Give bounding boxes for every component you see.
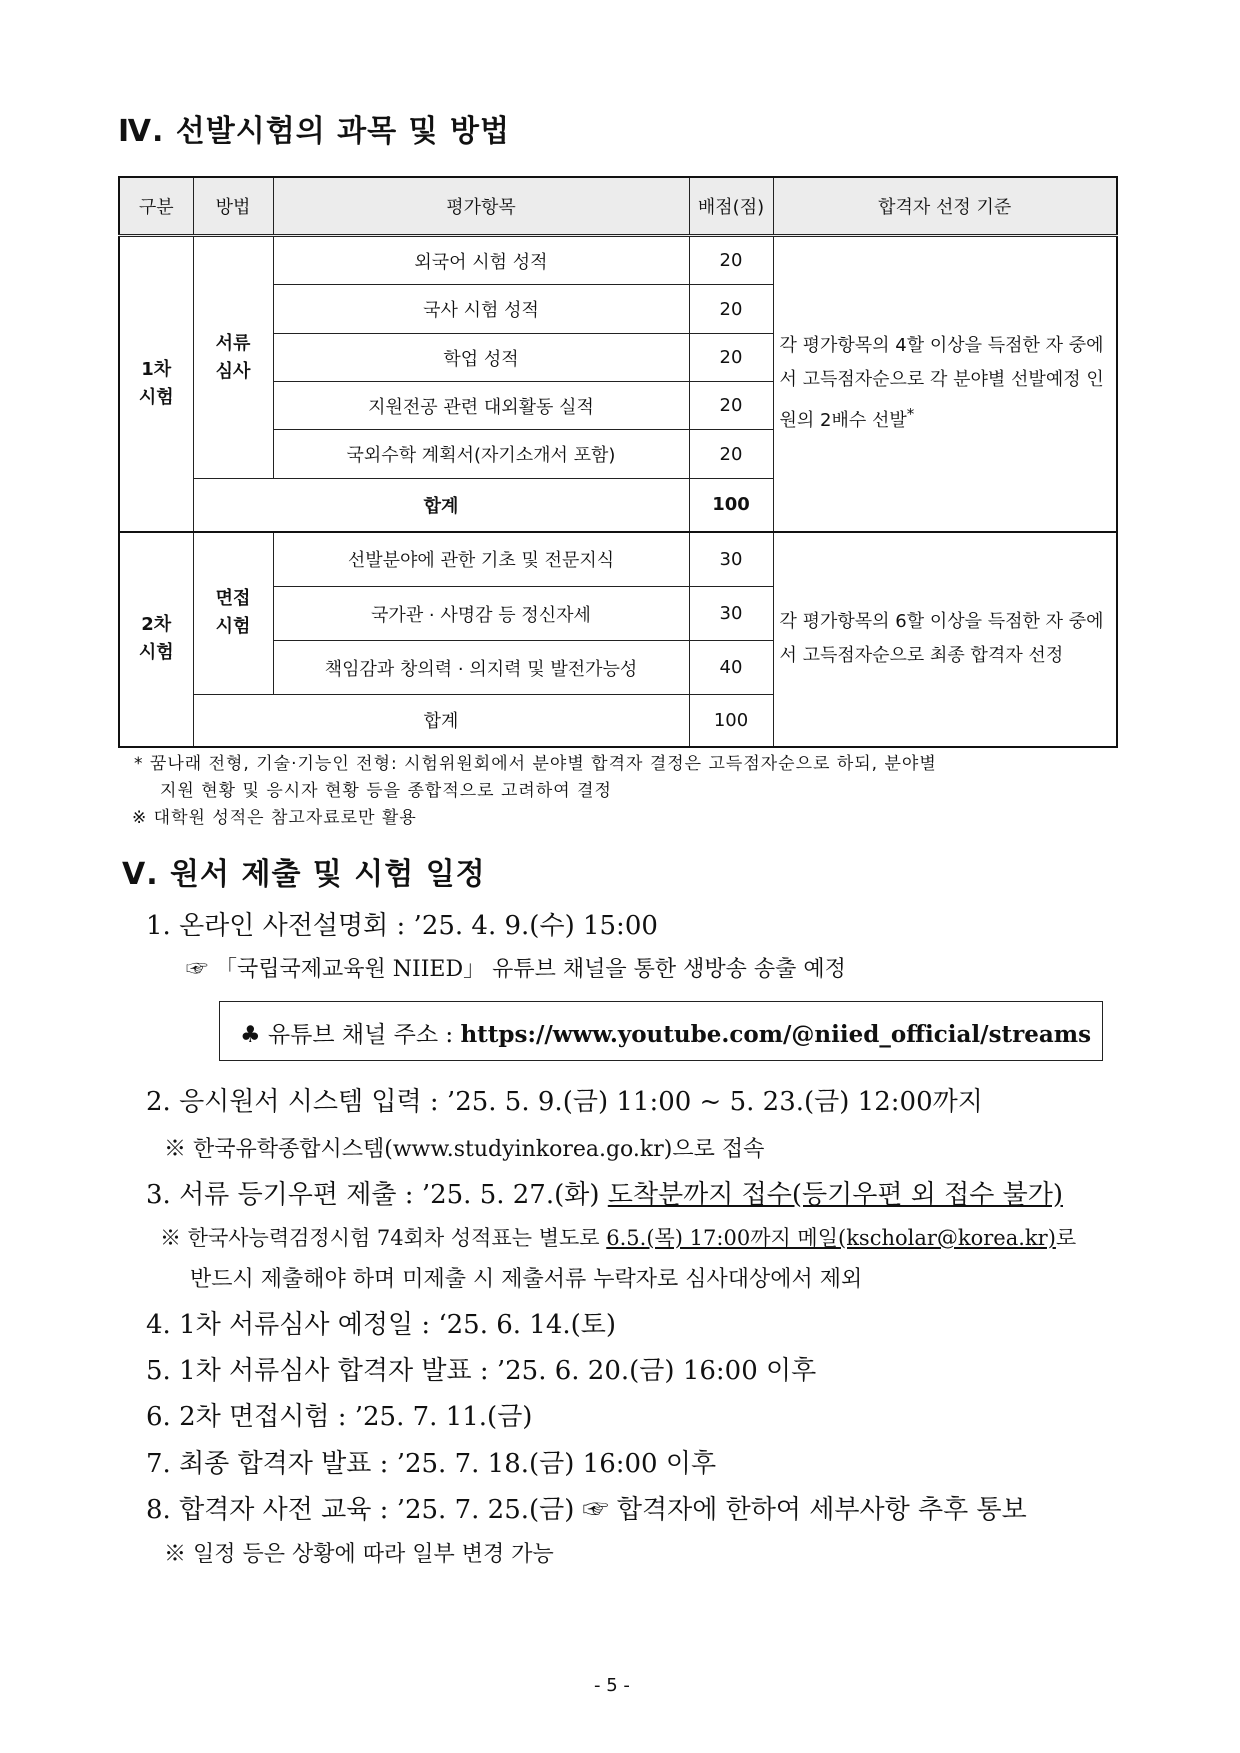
item-score: 30	[689, 587, 773, 641]
footnote-2: ※ 대학원 성적은 참고자료로만 활용	[132, 808, 417, 828]
stage1-total: 100	[689, 479, 773, 532]
table-row	[119, 236, 1117, 285]
stage1-label: 1차 시험	[119, 236, 193, 532]
table-row	[119, 532, 1117, 587]
stage2-total: 100	[689, 695, 773, 747]
table-header-row	[119, 177, 1117, 236]
section-4-title: Ⅳ. 선발시험의 과목 및 방법	[118, 114, 510, 149]
stage2-criteria: 각 평가항목의 6할 이상을 득점한 자 중에서 고득점자순으로 최종 합격자 선정	[773, 532, 1117, 747]
selection-method-table	[118, 176, 1118, 748]
schedule-item-2: 2. 응시원서 시스템 입력 : ’25. 5. 9.(금) 11:00 ~ 5. 23.(금) 12:00까지	[146, 1087, 983, 1117]
footnote-1: * 꿈나래 전형, 기술·기능인 전형: 시험위원회에서 분야별 합격자 결정은 고득점자순으로 하되, 분야별	[134, 754, 937, 774]
item-3-underlined: 도착분까지 접수(등기우편 외 접수 불가)	[607, 1180, 1063, 1210]
schedule-item-7: 7. 최종 합격자 발표 : ’25. 7. 18.(금) 16:00 이후	[146, 1449, 717, 1479]
schedule-item-3-note	[160, 1222, 1076, 1252]
item-name: 국사 시험 성적	[273, 285, 689, 334]
page-number: - 5 -	[594, 1675, 630, 1696]
header-method: 방법	[193, 177, 273, 236]
schedule-item-3	[146, 1174, 1063, 1211]
item-name: 국외수학 계획서(자기소개서 포함)	[273, 430, 689, 479]
item-3-text: 3. 서류 등기우편 제출 : ’25. 5. 27.(화)	[146, 1180, 608, 1210]
header-item: 평가항목	[273, 177, 689, 236]
item-score: 20	[689, 334, 773, 382]
section-5-title: Ⅴ. 원서 제출 및 시험 일정	[122, 857, 486, 892]
note-text: ※ 한국사능력검정시험 74회차 성적표는 별도로	[160, 1226, 607, 1250]
schedule-item-1: 1. 온라인 사전설명회 : ’25. 4. 9.(수) 15:00	[146, 911, 658, 941]
stage1-criteria	[773, 236, 1117, 532]
stage2-label: 2차 시험	[119, 532, 193, 747]
item-score: 20	[689, 382, 773, 430]
item-score: 20	[689, 430, 773, 479]
item-name: 책임감과 창의력 · 의지력 및 발전가능성	[273, 641, 689, 695]
stage2-method: 면접 시험	[193, 532, 273, 695]
item-name: 지원전공 관련 대외활동 실적	[273, 382, 689, 430]
schedule-item-3-note-cont: 반드시 제출해야 하며 미제출 시 제출서류 누락자로 심사대상에서 제외	[190, 1267, 863, 1292]
footnote-1-cont: 지원 현황 및 응시자 현황 등을 종합적으로 고려하여 결정	[160, 781, 612, 801]
stage1-total-label: 합계	[193, 479, 689, 532]
youtube-channel-box	[219, 1001, 1103, 1061]
schedule-item-4: 4. 1차 서류심사 예정일 : ‘25. 6. 14.(토)	[146, 1310, 617, 1340]
criteria-text: 각 평가항목의 4할 이상을 득점한 자 중에서 고득점자순으로 각 분야별 선발예정 인원의 2배수 선발	[779, 335, 1104, 432]
item-name: 선발분야에 관한 기초 및 전문지식	[273, 532, 689, 587]
item-score: 20	[689, 285, 773, 334]
schedule-item-2-note: ※ 한국유학종합시스템(www.studyinkorea.go.kr)으로 접속	[164, 1137, 765, 1162]
item-score: 20	[689, 236, 773, 285]
header-criteria: 합격자 선정 기준	[773, 177, 1117, 236]
criteria-mark: *	[906, 405, 915, 424]
youtube-channel-link[interactable]: https://www.youtube.com/@niied_official/streams	[460, 1021, 1092, 1048]
note-underlined: 6.5.(목) 17:00까지 메일(kscholar@korea.kr)	[606, 1226, 1056, 1250]
header-score: 배점(점)	[689, 177, 773, 236]
item-name: 외국어 시험 성적	[273, 236, 689, 285]
schedule-item-5: 5. 1차 서류심사 합격자 발표 : ’25. 6. 20.(금) 16:00 이후	[146, 1356, 817, 1386]
schedule-item-6: 6. 2차 면접시험 : ’25. 7. 11.(금)	[146, 1402, 533, 1432]
item-score: 30	[689, 532, 773, 587]
schedule-item-8: 8. 합격자 사전 교육 : ’25. 7. 25.(금) ☞ 합격자에 한하여 세부사항 추후 통보	[146, 1495, 1027, 1525]
item-name: 학업 성적	[273, 334, 689, 382]
schedule-final-note: ※ 일정 등은 상황에 따라 일부 변경 가능	[164, 1542, 554, 1567]
stage2-total-label: 합계	[193, 695, 689, 747]
item-name: 국가관 · 사명감 등 정신자세	[273, 587, 689, 641]
stage1-method: 서류 심사	[193, 236, 273, 479]
header-category: 구분	[119, 177, 193, 236]
note-tail: 로	[1055, 1226, 1077, 1250]
item-score: 40	[689, 641, 773, 695]
schedule-item-1-note: ☞ 「국립국제교육원 NIIED」 유튜브 채널을 통한 생방송 송출 예정	[186, 957, 846, 982]
youtube-channel-label: ♣ 유튜브 채널 주소 :	[240, 1022, 461, 1048]
